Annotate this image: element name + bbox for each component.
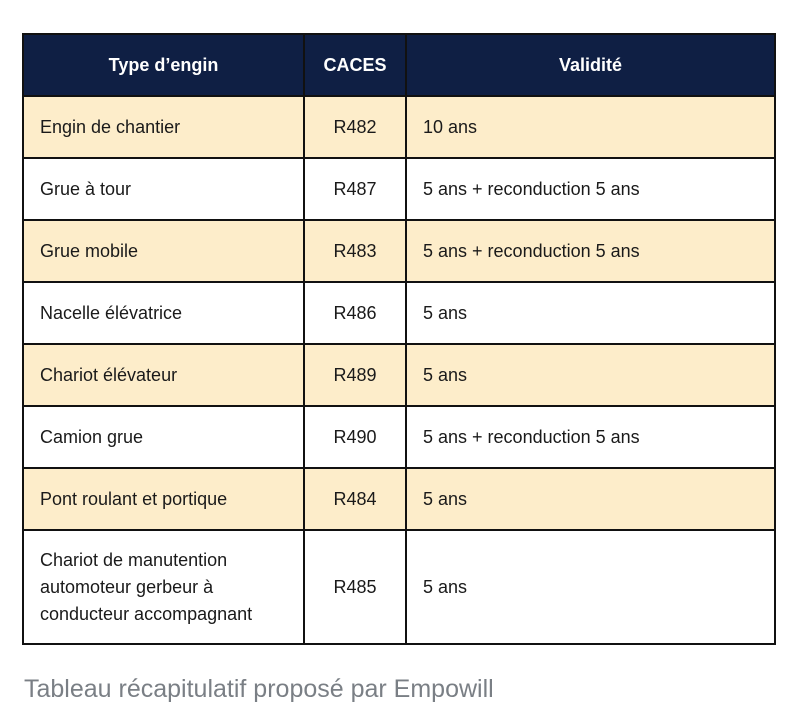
table-row — [23, 530, 775, 644]
cell-type-engin: Grue à tour — [23, 158, 304, 220]
cell-validite: 5 ans — [406, 282, 775, 344]
cell-type-engin — [23, 530, 304, 644]
table-row — [23, 220, 775, 282]
table-header — [23, 34, 775, 96]
cell-type-engin: Nacelle élévatrice — [23, 282, 304, 344]
header-caces: CACES — [304, 34, 406, 96]
header-validite: Validité — [406, 34, 775, 96]
cell-type-engin-line: automoteur gerbeur à — [40, 576, 214, 597]
cell-type-engin: Grue mobile — [23, 220, 304, 282]
cell-validite: 5 ans + reconduction 5 ans — [406, 220, 775, 282]
cell-validite: 5 ans — [406, 468, 775, 530]
caces-table-container — [22, 33, 774, 645]
table-row — [23, 96, 775, 158]
caces-table — [22, 33, 776, 645]
cell-validite: 10 ans — [406, 96, 775, 158]
cell-type-engin: Pont roulant et portique — [23, 468, 304, 530]
table-row — [23, 158, 775, 220]
table-caption: Tableau récapitulatif proposé par Empowill — [24, 675, 494, 703]
table-row — [23, 406, 775, 468]
cell-caces: R482 — [304, 96, 406, 158]
table-row — [23, 344, 775, 406]
cell-validite: 5 ans — [406, 344, 775, 406]
cell-type-engin: Engin de chantier — [23, 96, 304, 158]
cell-type-engin-line: conducteur accompagnant — [40, 603, 253, 624]
cell-caces: R485 — [304, 530, 406, 644]
cell-type-engin-line: Chariot de manutention — [40, 549, 228, 570]
cell-validite: 5 ans — [406, 530, 775, 644]
table-row — [23, 468, 775, 530]
cell-validite: 5 ans + reconduction 5 ans — [406, 158, 775, 220]
cell-caces: R489 — [304, 344, 406, 406]
cell-caces: R483 — [304, 220, 406, 282]
cell-caces: R484 — [304, 468, 406, 530]
cell-type-engin: Chariot élévateur — [23, 344, 304, 406]
header-type-engin: Type d’engin — [23, 34, 304, 96]
table-body — [23, 96, 775, 644]
cell-caces: R487 — [304, 158, 406, 220]
cell-type-engin: Camion grue — [23, 406, 304, 468]
header-row — [23, 34, 775, 96]
cell-caces: R486 — [304, 282, 406, 344]
cell-validite: 5 ans + reconduction 5 ans — [406, 406, 775, 468]
cell-caces: R490 — [304, 406, 406, 468]
table-row — [23, 282, 775, 344]
